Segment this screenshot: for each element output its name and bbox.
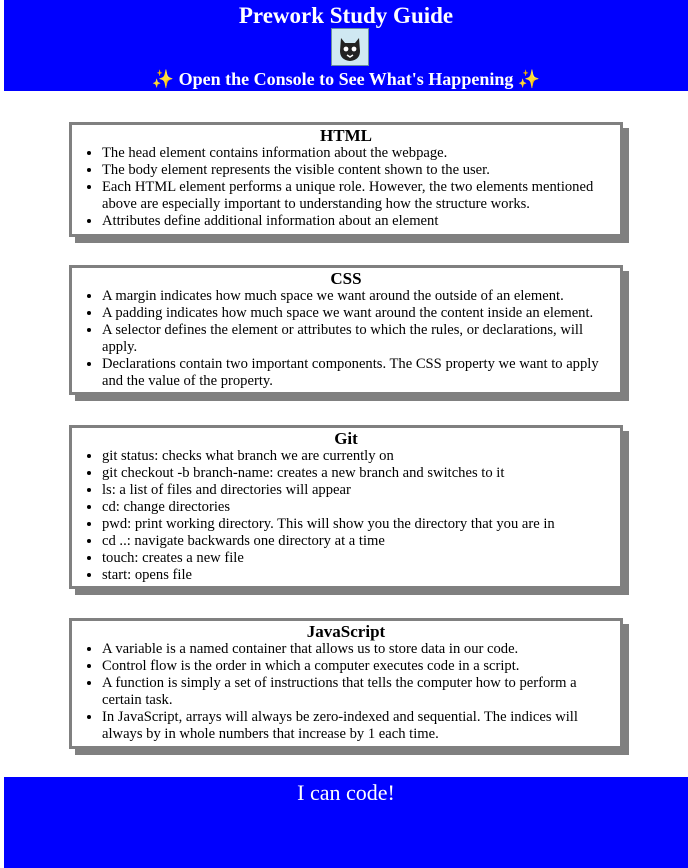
list-item: • The head element contains information about the webpage. (102, 145, 614, 162)
list-item: • Attributes define additional information about an element (102, 213, 614, 230)
section-title: HTML (320, 126, 372, 145)
list-item: • ls: a list of files and directories will appear (102, 482, 614, 499)
notes-list (72, 145, 620, 230)
list-item: • pwd: print working directory. This will show you the directory that you are in (102, 516, 614, 533)
notes-list (72, 641, 620, 743)
list-item: • A padding indicates how much space we want around the content inside an element. (102, 305, 614, 322)
section-css-card (69, 265, 623, 395)
list-item: • start: opens file (102, 567, 614, 584)
list-item: • git status: checks what branch we are currently on (102, 448, 614, 465)
notes-list (72, 288, 620, 390)
section-title: CSS (330, 269, 362, 288)
cat-mask-icon (331, 28, 369, 66)
list-item: • Declarations contain two important components. The CSS property we want to apply and the value of the property. (102, 356, 614, 390)
list-item: • Control flow is the order in which a computer executes code in a script. (102, 658, 614, 675)
list-item: • cd: change directories (102, 499, 614, 516)
notes-list (72, 448, 620, 584)
list-item: • Each HTML element performs a unique role. However, the two elements mentioned above are especially important to understanding how the structure works. (102, 179, 614, 213)
section-title: Git (334, 429, 358, 448)
section-title: JavaScript (306, 622, 386, 641)
page-header (4, 0, 688, 91)
section-html-card (69, 122, 623, 237)
list-item: • A selector defines the element or attributes to which the rules, or declarations, will apply. (102, 322, 614, 356)
list-item: • A variable is a named container that allows us to store data in our code. (102, 641, 614, 658)
list-item: • A function is simply a set of instructions that tells the computer how to perform a certain task. (102, 675, 614, 709)
list-item: • cd ..: navigate backwards one directory at a time (102, 533, 614, 550)
list-item: • In JavaScript, arrays will always be zero-indexed and sequential. The indices will always by in whole numbers that increase by 1 each time. (102, 709, 614, 743)
section-git-card (69, 425, 623, 589)
list-item: • touch: creates a new file (102, 550, 614, 567)
page-title: Prework Study Guide (238, 3, 454, 28)
list-item: • git checkout -b branch-name: creates a new branch and switches to it (102, 465, 614, 482)
page-footer (4, 777, 688, 868)
page-subtitle: ✨ Open the Console to See What's Happening ✨ (151, 69, 541, 89)
list-item: • The body element represents the visible content shown to the user. (102, 162, 614, 179)
list-item: • A margin indicates how much space we want around the outside of an element. (102, 288, 614, 305)
footer-text: I can code! (297, 780, 395, 805)
section-javascript-card (69, 618, 623, 749)
